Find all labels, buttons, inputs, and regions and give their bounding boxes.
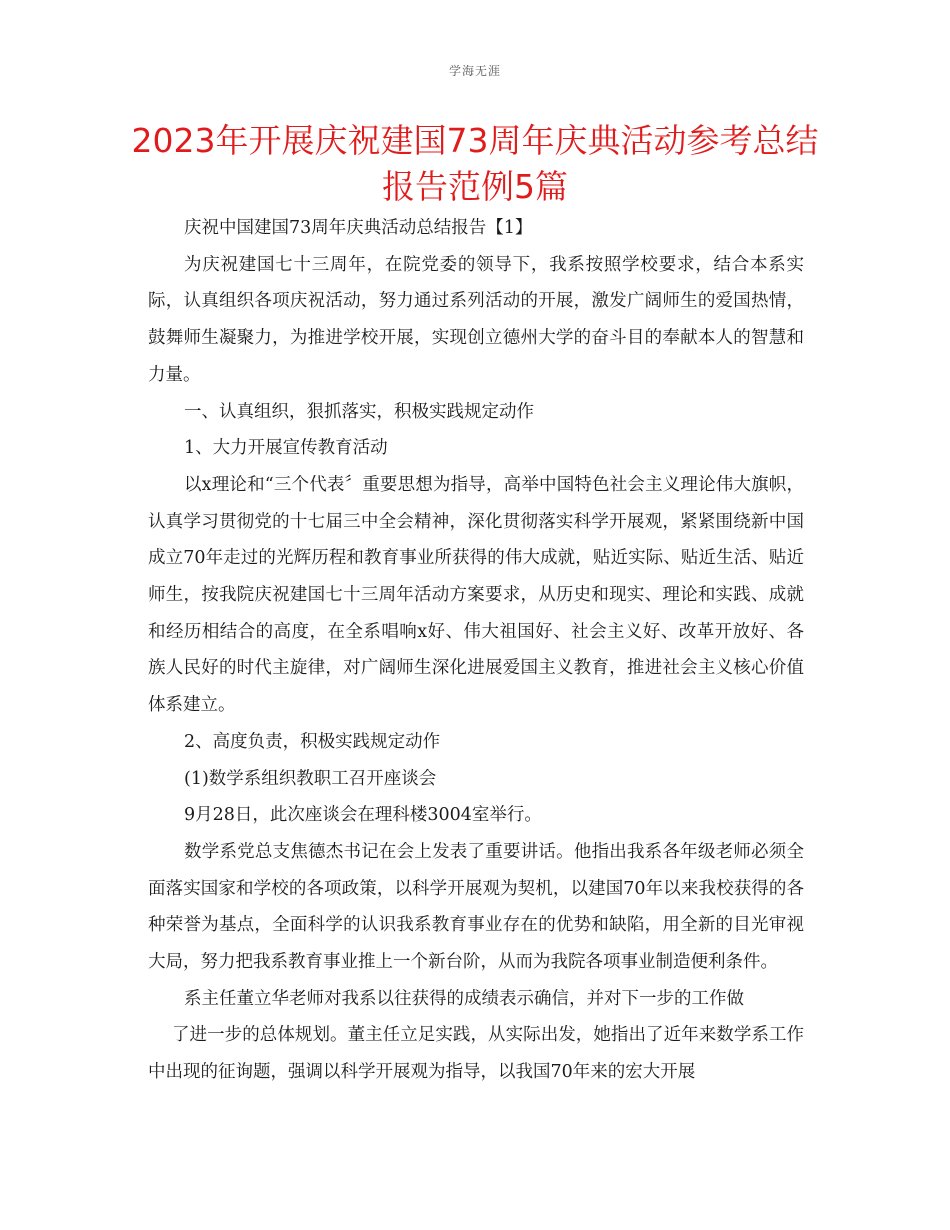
page-header: 学海无涯 [448, 64, 501, 78]
paragraph-director-continued: 了进一步的总体规划。董主任立足实践，从实际出发，她指出了近年来数学系工作中出现的征询题，强调以科学开展观为指导，以我国70年来的宏大开展 [148, 1025, 804, 1083]
paragraph-secretary-speech: 数学系党总支焦德杰书记在会上发表了重要讲话。他指出我系各年级老师必须全面落实国家和学校的各项政策，以科学开展观为契机，以建国70年以来我校获得的各种荣誉为基点，全面科学的认识我系教育事业存在的优势和缺陷，用全新的目光审视大局，努力把我系教育事业推上一个新台阶，从而为我院各项事业制造便利条件。 [148, 841, 804, 973]
document-title: 2023年开展庆祝建国73周年庆典活动参考总结报告范例5篇 [131, 121, 819, 206]
paragraph-meeting-date: 9月28日，此次座谈会在理科楼3004室举行。 [184, 805, 542, 826]
paragraph-intro: 为庆祝建国七十三周年，在院党委的领导下，我系按照学校要求，结合本系实际，认真组织各项庆祝活动，努力通过系列活动的开展，激发广阔师生的爱国热情，鼓舞师生凝聚力，为推进学校开展，实现创立德州大学的奋斗目的奉献本人的智慧和力量。 [148, 254, 804, 385]
paragraph-propaganda: 以x理论和“三个代表〞重要思想为指导，高举中国特色社会主义理论伟大旗帜，认真学习贯彻党的十七届三中全会精神，深化贯彻落实科学开展观，紧紧围绕新中国成立70年走过的光辉历程和教育事业所获得的伟大成就，贴近实际、贴近生活、贴近师生，按我院庆祝建国七十三周年活动方案要求，从历史和现实、理论和实践、成就和经历相结合的高度，在全系唱响x好、伟大祖国好、社会主义好、改革开放好、各族人民好的时代主旋律，对广阔师生深化进展爱国主义教育，推进社会主义核心价值体系建立。 [148, 474, 804, 716]
section-heading-report-1: 庆祝中国建国73周年庆典活动总结报告【1】 [184, 218, 533, 238]
subheading-1: 1、大力开展宣传教育活动 [184, 438, 388, 459]
subheading-2: 2、高度负责，积极实践规定动作 [184, 731, 441, 752]
section-heading-1: 一、认真组织，狠抓落实，积极实践规定动作 [184, 401, 534, 422]
paragraph-director: 系主任董立华老师对我系以往获得的成绩表示确信，并对下一步的工作做 [184, 988, 744, 1009]
document-body [148, 210, 804, 1091]
subheading-2-1: (1)数学系组织教职工召开座谈会 [184, 768, 437, 789]
